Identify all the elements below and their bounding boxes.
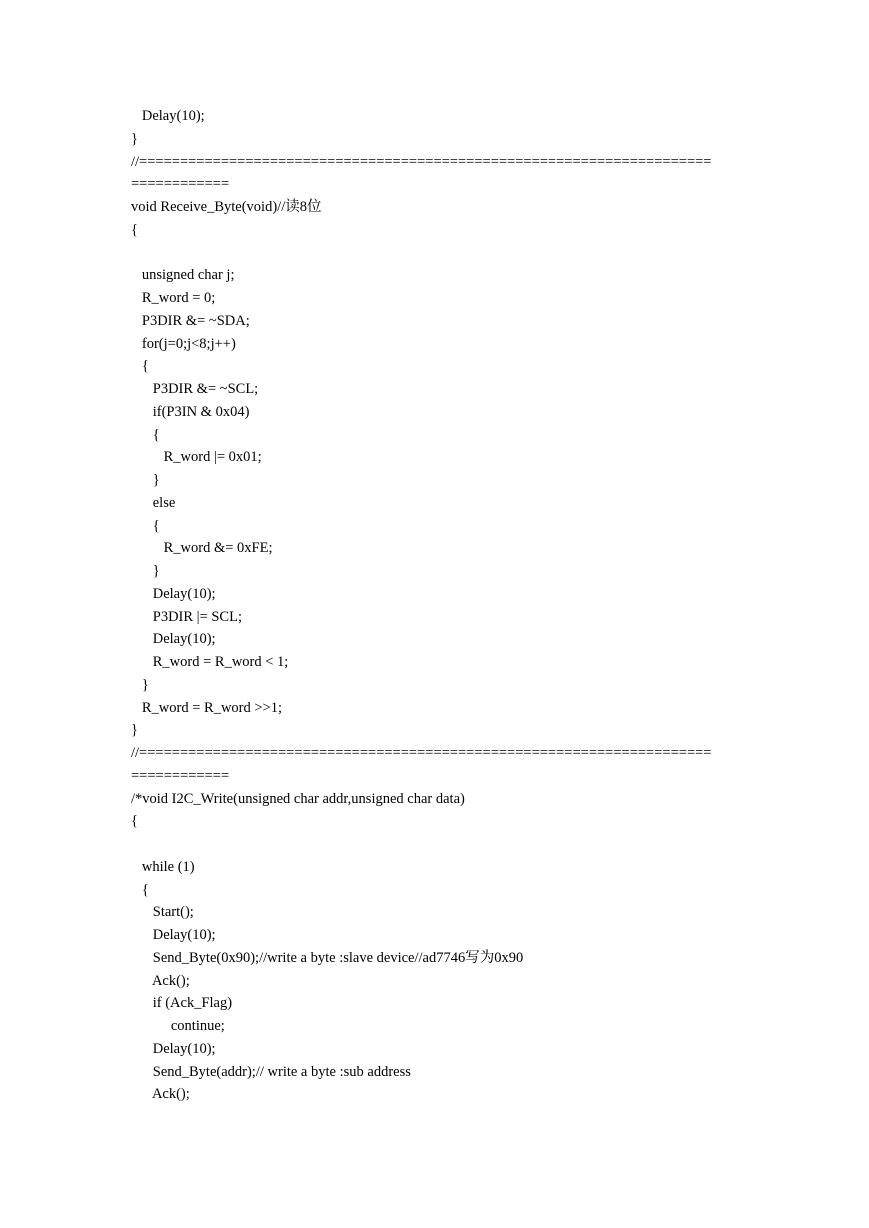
code-line: P3DIR &= ~SDA;: [131, 312, 250, 329]
blank-line: [131, 833, 741, 856]
code-line: {: [131, 426, 160, 443]
code-line: if(P3IN & 0x04): [131, 403, 250, 420]
code-line: for(j=0;j<8;j++): [131, 335, 236, 352]
function-signature: /*void I2C_Write(unsigned char addr,unsigned char data): [131, 790, 465, 807]
code-line: R_word = R_word >>1;: [131, 699, 283, 716]
code-line: {: [131, 221, 138, 238]
code-line: Delay(10);: [131, 631, 216, 648]
code-line: {: [131, 358, 149, 375]
code-line: R_word = 0;: [131, 290, 216, 306]
code-line: R_word |= 0x01;: [131, 449, 262, 466]
function-signature: void Receive_Byte(void)//读8位: [131, 199, 322, 215]
code-line: {: [131, 813, 138, 830]
code-line: if (Ack_Flag): [131, 995, 233, 1012]
code-line: Delay(10);: [131, 108, 205, 124]
code-line: Ack();: [131, 1086, 190, 1103]
code-line: Send_Byte(addr);// write a byte :sub address: [131, 1063, 411, 1080]
code-line: }: [131, 563, 160, 579]
code-line: else: [131, 494, 176, 511]
code-line: R_word = R_word < 1;: [131, 654, 289, 670]
code-line: Delay(10);: [131, 927, 216, 943]
code-line: Delay(10);: [131, 1040, 216, 1057]
separator-line: ============: [131, 176, 230, 193]
blank-line: [131, 242, 741, 265]
separator-line: //======================================================================: [131, 745, 712, 761]
code-line: Send_Byte(0x90);//write a byte :slave device//ad7746写为0x90: [131, 949, 524, 966]
separator-line: ============: [131, 767, 230, 784]
separator-line: //======================================================================: [131, 153, 712, 170]
code-line: }: [131, 472, 160, 488]
code-line: unsigned char j;: [131, 267, 235, 284]
code-line: P3DIR &= ~SCL;: [131, 381, 259, 397]
code-line: R_word &= 0xFE;: [131, 540, 273, 557]
code-listing: [131, 105, 741, 1106]
code-line: Delay(10);: [131, 585, 216, 602]
code-line: Start();: [131, 904, 194, 921]
code-line: }: [131, 130, 138, 147]
code-line: {: [131, 881, 149, 898]
code-line: P3DIR |= SCL;: [131, 608, 242, 625]
code-line: }: [131, 676, 149, 693]
code-line: Ack();: [131, 972, 190, 989]
code-line: }: [131, 722, 138, 739]
code-line: while (1): [131, 858, 195, 875]
code-line: continue;: [131, 1018, 225, 1034]
code-line: {: [131, 517, 160, 534]
